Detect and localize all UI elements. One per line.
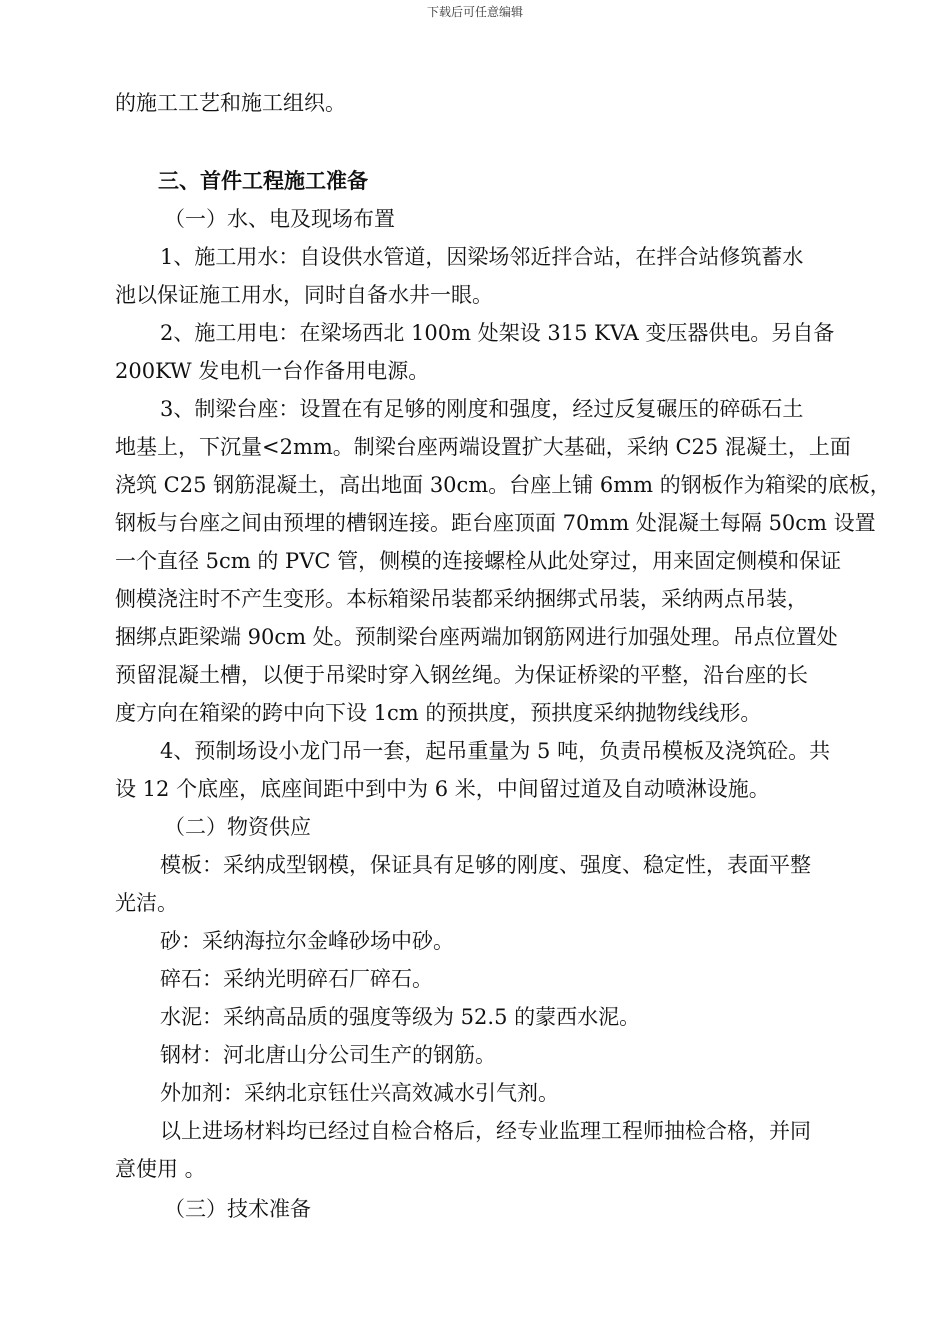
section-heading: 三、首件工程施工准备: [158, 169, 368, 193]
paragraph-line: 浇筑 C25 钢筋混凝土，高出地面 30cm。台座上铺 6mm 的钢板作为箱梁的底板，: [115, 473, 891, 497]
page-header: 下载后可任意编辑: [426, 5, 523, 19]
paragraph-line: 度方向在箱梁的跨中向下设 1cm 的预拱度，预拱度采纳抛物线线形。: [115, 701, 762, 725]
subsection-heading: （三）技术准备: [164, 1197, 311, 1221]
paragraph-line: 地基上，下沉量<2mm。制梁台座两端设置扩大基础，采纳 C25 混凝土，上面: [115, 435, 851, 459]
paragraph-line: 砂：采纳海拉尔金峰砂场中砂。: [160, 929, 454, 953]
paragraph-line: 以上进场材料均已经过自检合格后，经专业监理工程师抽检合格，并同: [160, 1119, 811, 1143]
paragraph-line: 钢材：河北唐山分公司生产的钢筋。: [160, 1043, 496, 1067]
paragraph-line: 2、施工用电：在梁场西北 100m 处架设 315 KVA 变压器供电。另自备: [160, 321, 835, 345]
paragraph-line: 碎石：采纳光明碎石厂碎石。: [160, 967, 433, 991]
paragraph-line: 捆绑点距梁端 90cm 处。预制梁台座两端加钢筋网进行加强处理。吊点位置处: [115, 625, 838, 649]
paragraph-line: 预留混凝土槽，以便于吊梁时穿入钢丝绳。为保证桥梁的平整，沿台座的长: [115, 663, 808, 687]
paragraph-line: 池以保证施工用水，同时自备水井一眼。: [115, 283, 493, 307]
paragraph-line: 外加剂：采纳北京钰仕兴高效减水引气剂。: [160, 1081, 559, 1105]
paragraph-line: 4、预制场设小龙门吊一套，起吊重量为 5 吨，负责吊模板及浇筑砼。共: [160, 739, 831, 763]
paragraph-line: 3、制梁台座：设置在有足够的刚度和强度，经过反复碾压的碎砾石土: [160, 397, 804, 421]
subsection-heading: （二）物资供应: [164, 815, 311, 839]
paragraph-line: 钢板与台座之间由预埋的槽钢连接。距台座顶面 70mm 处混凝土每隔 50cm 设置: [115, 511, 876, 535]
paragraph-line: 一个直径 5cm 的 PVC 管，侧模的连接螺栓从此处穿过，用来固定侧模和保证: [115, 549, 842, 573]
paragraph-line: 水泥：采纳高品质的强度等级为 52.5 的蒙西水泥。: [160, 1005, 641, 1029]
paragraph-line: 侧模浇注时不产生变形。本标箱梁吊装都采纳捆绑式吊装，采纳两点吊装，: [115, 587, 808, 611]
paragraph-line: 光洁。: [115, 891, 178, 915]
paragraph-line: 200KW 发电机一台作备用电源。: [115, 359, 430, 383]
paragraph-line: 的施工工艺和施工组织。: [115, 91, 346, 115]
paragraph-line: 意使用 。: [115, 1157, 206, 1181]
paragraph-line: 模板：采纳成型钢模，保证具有足够的刚度、强度、稳定性，表面平整: [160, 853, 811, 877]
paragraph-line: 设 12 个底座，底座间距中到中为 6 米，中间留过道及自动喷淋设施。: [115, 777, 770, 801]
subsection-heading: （一）水、电及现场布置: [164, 207, 395, 231]
paragraph-line: 1、施工用水：自设供水管道，因梁场邻近拌合站，在拌合站修筑蓄水: [160, 245, 804, 269]
